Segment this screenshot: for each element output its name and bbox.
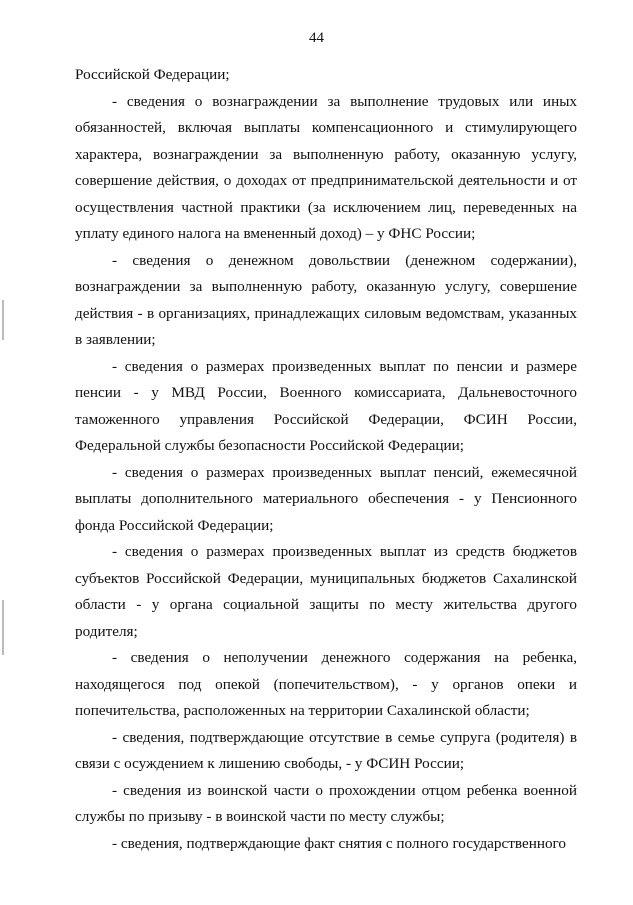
list-item-state-support-removal: - сведения, подтверждающие факт снятия с полного государственного bbox=[112, 834, 567, 852]
list-item-pension-security-agencies: - сведения о размерах произведенных выплат по пенсии и размере пенсии - у МВД России, Военного комиссариата, Дальневосточного таможенного управления Российской Федерации, ФСИН России, Федеральной службы безопасности Российской Федерации; bbox=[75, 357, 577, 454]
scan-edge-mark bbox=[2, 600, 4, 655]
document-body bbox=[75, 62, 577, 857]
list-item-imprisonment: - сведения, подтверждающие отсутствие в семье супруга (родителя) в связи с осуждением к лишению свободы, - у ФСИН России; bbox=[75, 728, 577, 772]
scan-edge-mark bbox=[2, 300, 4, 340]
list-item-pension-fund: - сведения о размерах произведенных выплат пенсий, ежемесячной выплаты дополнительного материального обеспечения - у Пенсионного фонда Российской Федерации; bbox=[75, 463, 577, 534]
list-item-income-fns: - сведения о вознаграждении за выполнение трудовых или иных обязанностей, включая выплаты компенсационного и стимулирующего характера, вознаграждении за выполненную работу, оказанную услугу, совершение действия, о доходах от предпринимательской деятельности и от осуществления частной практики (за исключением лиц, переведенных на уплату единого налога на вмененный доход) – у ФНС России; bbox=[75, 92, 577, 242]
list-item-guardianship: - сведения о неполучении денежного содержания на ребенка, находящегося под опекой (попечительством), - у органов опеки и попечительства, расположенных на территории Сахалинской области; bbox=[75, 649, 577, 719]
list-item-military-allowance: - сведения о денежном довольствии (денежном содержании), вознаграждении за выполненную работу, оказанную услугу, совершение действия - в организациях, принадлежащих силовым ведомствам, указанных в заявлении; bbox=[75, 251, 577, 348]
list-item-regional-budget-payments: - сведения о размерах произведенных выплат из средств бюджетов субъектов Российской Федерации, муниципальных бюджетов Сахалинской области - у органа социальной защиты по месту жительства другого родителя; bbox=[75, 543, 577, 640]
list-item-military-service: - сведения из воинской части о прохождении отцом ребенка военной службы по призыву - в воинской части по месту службы; bbox=[75, 781, 577, 825]
paragraph-continuation: Российской Федерации; bbox=[75, 66, 230, 83]
page-number: 44 bbox=[309, 30, 324, 46]
